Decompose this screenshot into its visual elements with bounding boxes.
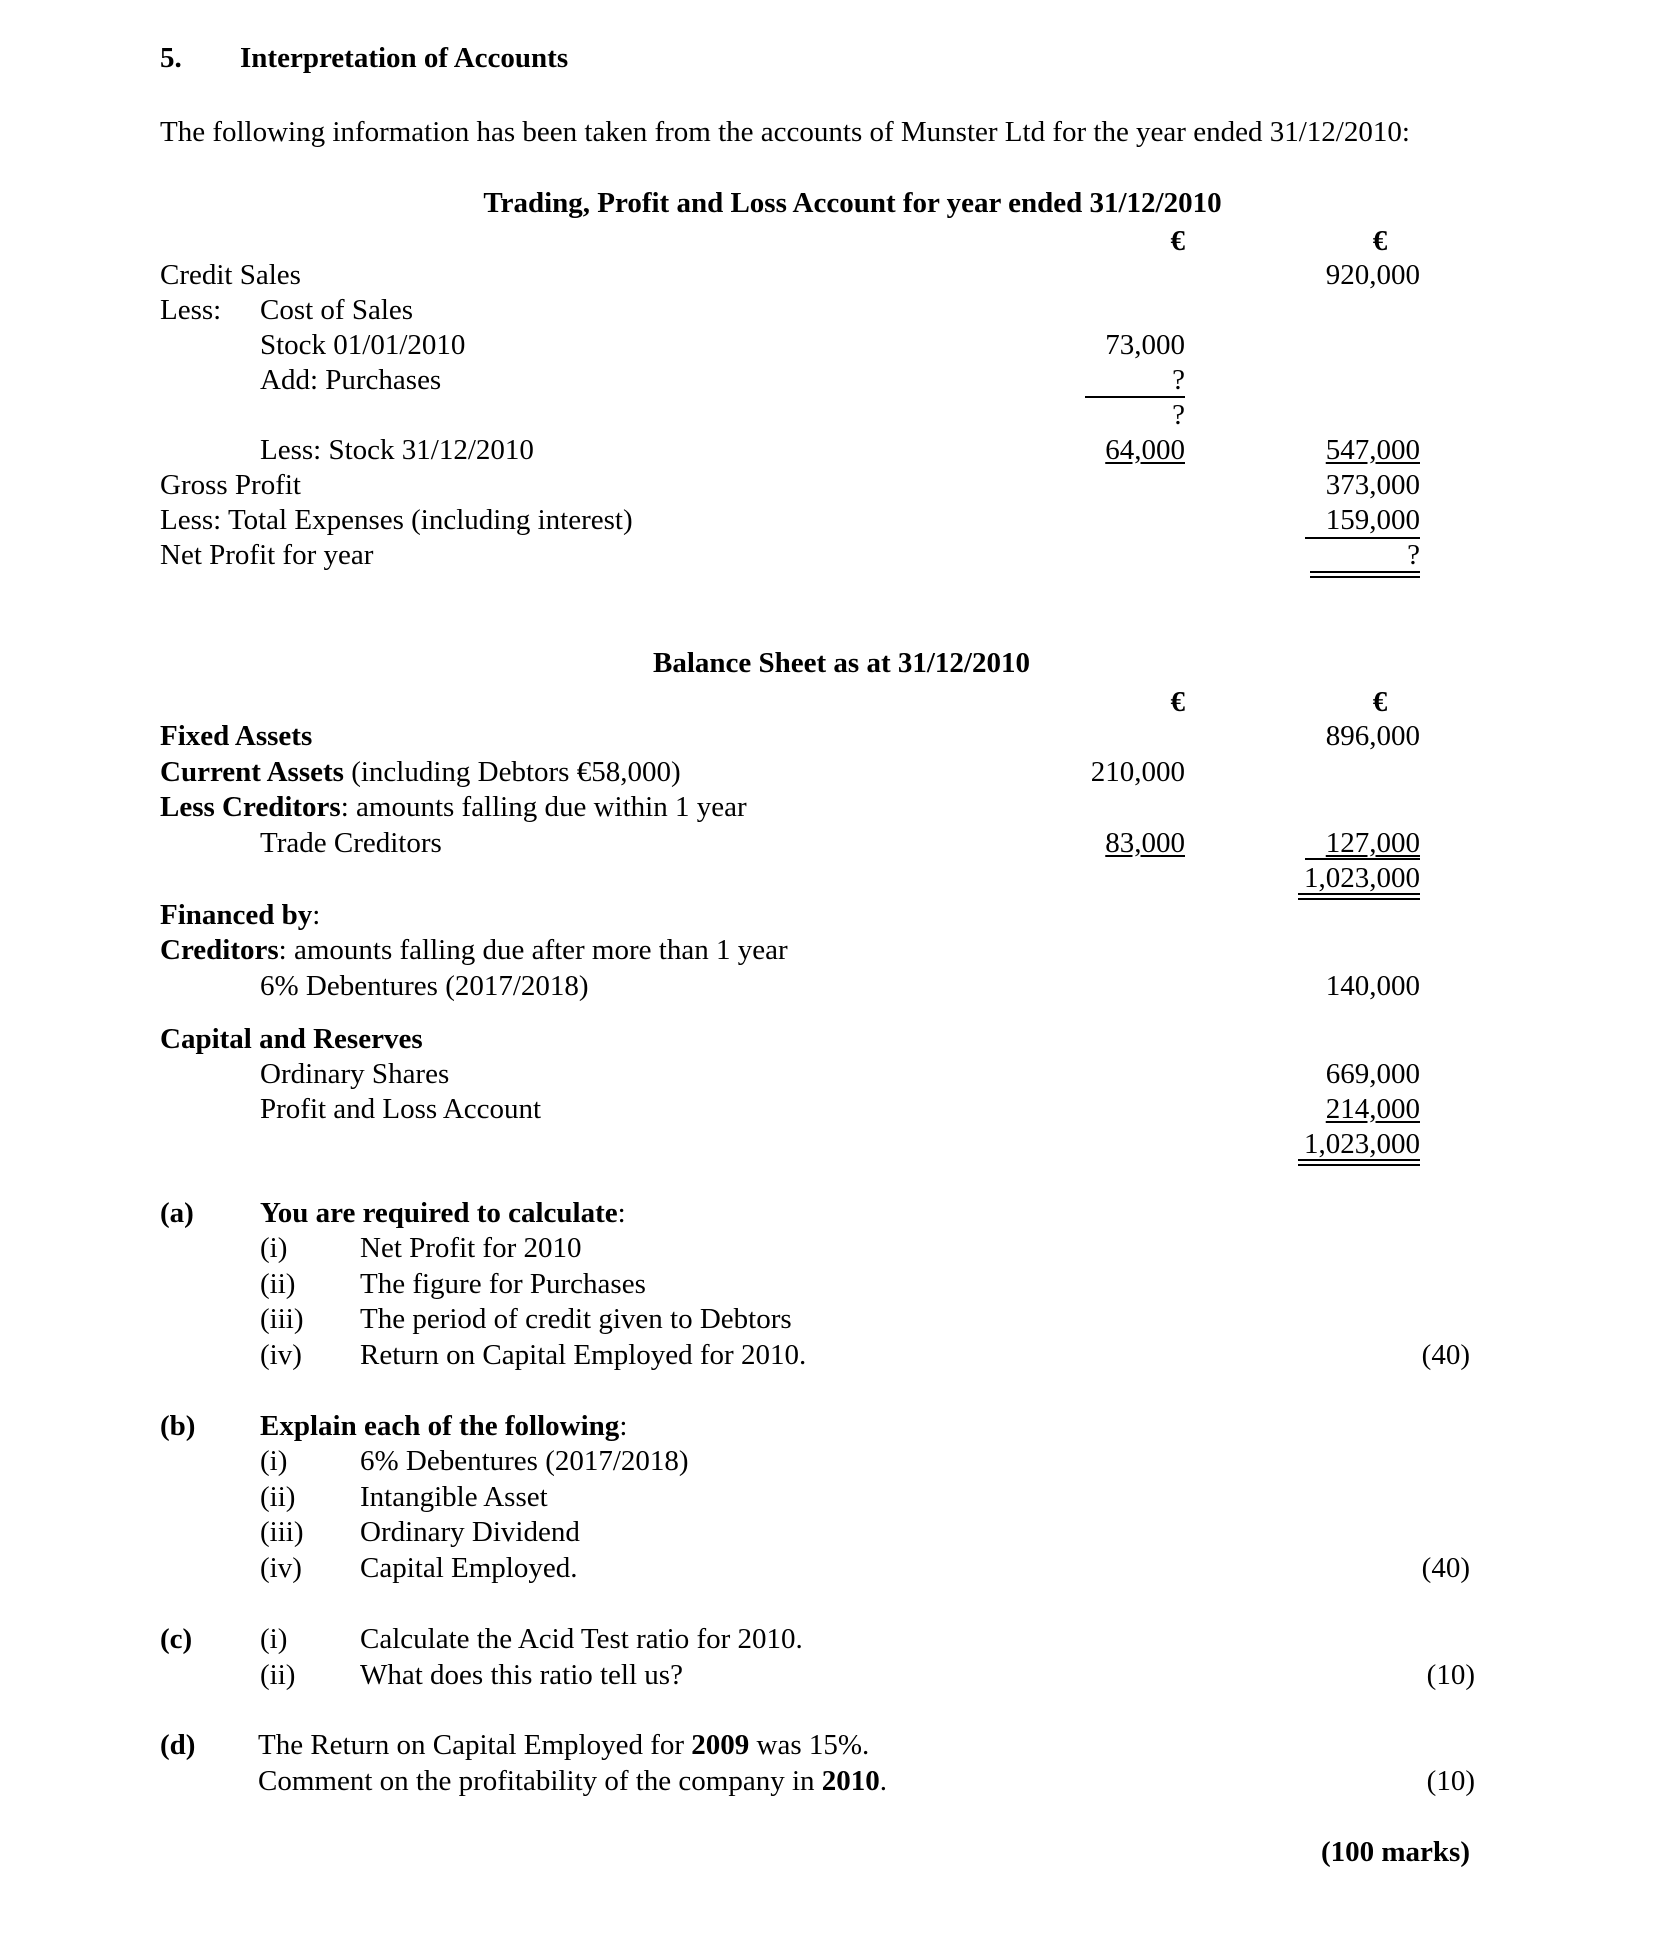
creditors-note: : amounts falling due after more than 1 year [278,934,788,966]
part-b-num-4: (iv) [260,1552,302,1584]
part-d-line1-post: was 15%. [749,1729,870,1761]
stock-close-label: Less: Stock 31/12/2010 [260,434,534,466]
financed-by-row: Financed by: [160,899,321,931]
part-b-text-2: Intangible Asset [360,1481,548,1513]
part-b-num-3: (iii) [260,1516,304,1548]
less-label: Less: [160,294,222,326]
creditors-label: Creditors [160,934,279,966]
fixed-assets-label: Fixed Assets [160,720,313,752]
trading-currency-col2: € [1372,225,1388,257]
cost-of-sales-label: Cost of Sales [260,294,414,326]
part-b-heading-row: Explain each of the following: [260,1410,628,1442]
part-a-marks: (40) [1421,1339,1470,1371]
credit-sales-label: Credit Sales [160,259,301,291]
financed-by-label: Financed by [160,899,313,931]
total-financed-underline-1 [1298,1159,1420,1161]
cost-of-sales-value: 547,000 [1325,434,1420,466]
net-profit-double-underline-2 [1310,576,1420,578]
debentures-label: 6% Debentures (2017/2018) [260,970,589,1002]
balance-currency-col2: € [1372,686,1388,718]
part-b-heading: Explain each of the following [260,1410,620,1442]
part-a-heading: You are required to calculate [260,1197,618,1229]
trade-creditors-label: Trade Creditors [260,827,442,859]
less-creditors-label: Less Creditors [160,791,341,823]
net-profit-value: ? [1407,539,1420,571]
current-assets-row [160,754,681,790]
part-a-num-3: (iii) [260,1303,304,1335]
ordinary-shares-label: Ordinary Shares [260,1058,450,1090]
part-b-label: (b) [160,1410,196,1442]
trading-heading: Trading, Profit and Loss Account for year ended 31/12/2010 [483,187,1222,219]
creditors-row [160,932,788,968]
total-net-assets-value: 1,023,000 [1304,862,1420,894]
purchases-value: ? [1172,364,1185,396]
less-creditors-note: : amounts falling due within 1 year [340,791,747,823]
net-profit-double-underline-1 [1310,571,1420,573]
net-current-assets-value: 127,000 [1325,827,1420,859]
part-d-line-1 [258,1727,869,1763]
part-a-num-1: (i) [260,1232,288,1264]
gross-profit-label: Gross Profit [160,469,301,501]
part-d-line2-pre: Comment on the profitability of the company in [258,1765,822,1797]
part-d-line1-year: 2009 [691,1729,750,1761]
net-profit-label: Net Profit for year [160,539,374,571]
question-title: Interpretation of Accounts [240,42,569,74]
part-a-text-2: The figure for Purchases [360,1268,646,1300]
question-number: 5. [160,42,182,74]
part-b-text-4: Capital Employed. [360,1552,578,1584]
part-d-marks: (10) [1426,1765,1475,1797]
part-a-text-1: Net Profit for 2010 [360,1232,582,1264]
expenses-value: 159,000 [1325,504,1420,536]
expenses-label: Less: Total Expenses (including interest) [160,504,633,536]
part-c-num-2: (ii) [260,1659,296,1691]
part-a-text-4: Return on Capital Employed for 2010. [360,1339,807,1371]
balance-currency-col1: € [1170,686,1185,718]
current-assets-value: 210,000 [1090,756,1185,788]
part-a-text-3: The period of credit given to Debtors [360,1303,792,1335]
total-net-assets-underline-2 [1298,898,1420,900]
credit-sales-value: 920,000 [1325,259,1420,291]
part-a-num-2: (ii) [260,1268,296,1300]
part-b-text-1: 6% Debentures (2017/2018) [360,1445,689,1477]
balance-heading: Balance Sheet as at 31/12/2010 [653,647,1030,679]
total-financed-value: 1,023,000 [1304,1128,1420,1160]
pl-account-label: Profit and Loss Account [260,1093,542,1125]
debentures-value: 140,000 [1325,970,1420,1002]
trading-currency-col1: € [1170,225,1185,257]
stock-subtotal-value: ? [1172,399,1185,431]
capital-reserves-label: Capital and Reserves [160,1023,423,1055]
stock-open-value: 73,000 [1105,329,1185,361]
part-b-num-1: (i) [260,1445,288,1477]
part-d-line2-year: 2010 [821,1765,880,1797]
part-c-marks: (10) [1426,1659,1475,1691]
part-c-text-1: Calculate the Acid Test ratio for 2010. [360,1623,803,1655]
total-marks: (100 marks) [1320,1836,1470,1868]
purchases-label: Add: Purchases [260,364,442,396]
total-financed-underline-2 [1298,1164,1420,1166]
part-a-num-4: (iv) [260,1339,302,1371]
current-assets-note: (including Debtors €58,000) [343,756,681,788]
less-creditors-row [160,789,747,825]
part-b-text-3: Ordinary Dividend [360,1516,580,1548]
stock-open-label: Stock 01/01/2010 [260,329,466,361]
current-assets-label: Current Assets [160,756,344,788]
gross-profit-value: 373,000 [1325,469,1420,501]
part-d-line1-pre: The Return on Capital Employed for [258,1729,692,1761]
total-net-assets-underline-1 [1298,893,1420,895]
part-c-text-2: What does this ratio tell us? [360,1659,683,1691]
part-b-marks: (40) [1421,1552,1470,1584]
part-a-heading-row: You are required to calculate: [260,1197,626,1229]
question-intro: The following information has been taken from the accounts of Munster Ltd for the year ended 31/12/2010: [160,116,1410,148]
trade-creditors-value: 83,000 [1105,827,1185,859]
part-d-line-2 [258,1763,887,1799]
part-d-label: (d) [160,1729,196,1761]
part-c-label: (c) [160,1623,193,1655]
pl-account-value: 214,000 [1325,1093,1420,1125]
part-c-num-1: (i) [260,1623,288,1655]
part-a-label: (a) [160,1197,194,1229]
ordinary-shares-value: 669,000 [1325,1058,1420,1090]
stock-close-value: 64,000 [1105,434,1185,466]
part-b-num-2: (ii) [260,1481,296,1513]
fixed-assets-value: 896,000 [1325,720,1420,752]
part-d-line2-post: . [879,1765,888,1797]
